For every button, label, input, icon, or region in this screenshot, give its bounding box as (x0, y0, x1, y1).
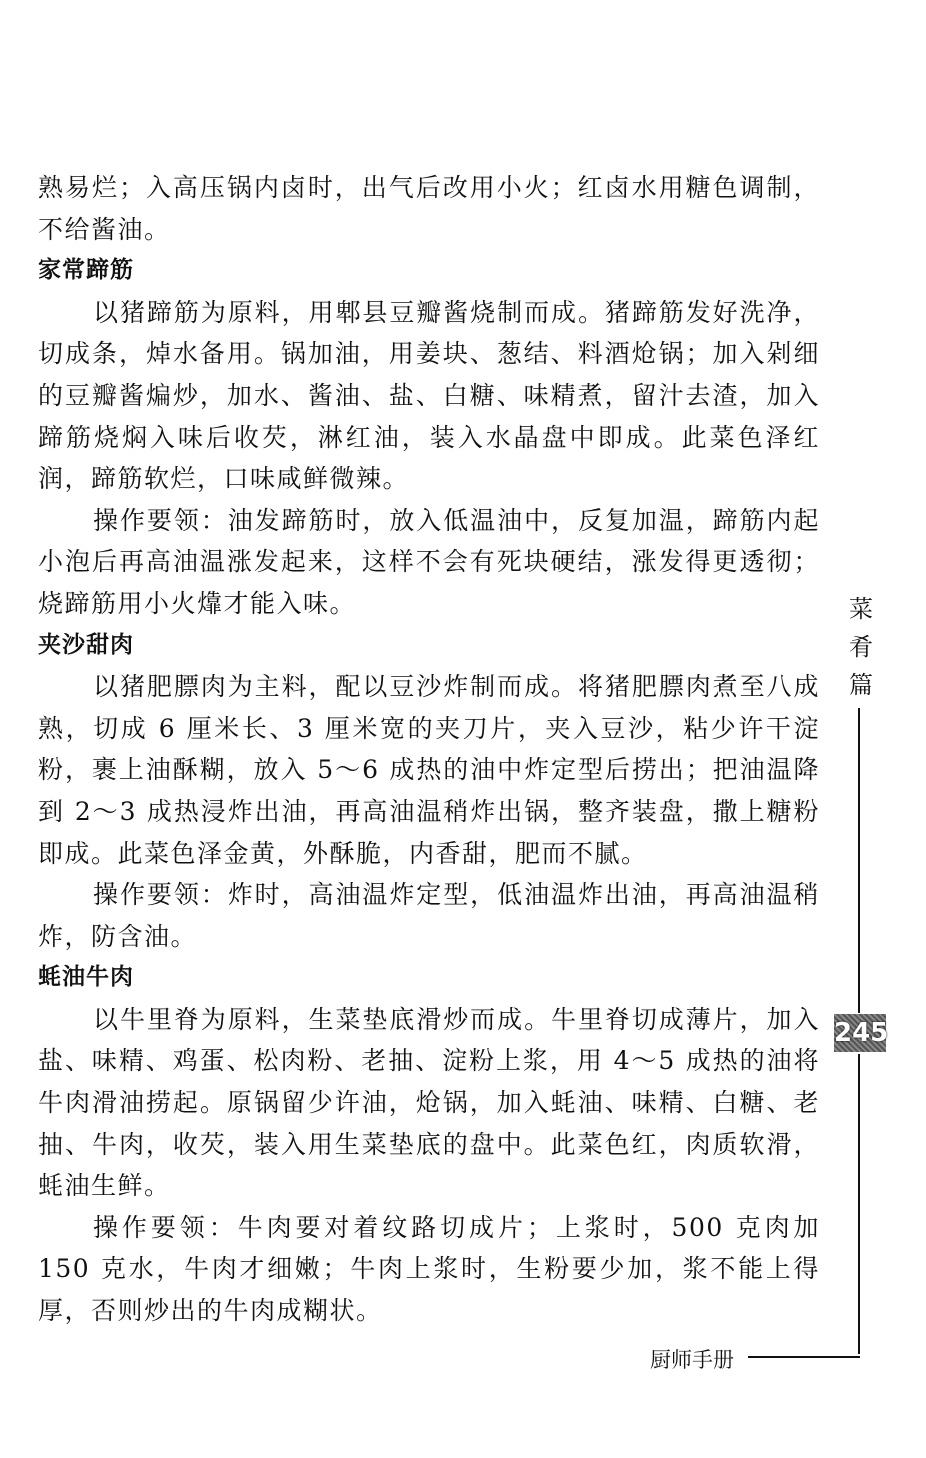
recipe-description: 以牛里脊为原料，生菜垫底滑炒而成。牛里脊切成薄片，加入盐、味精、鸡蛋、松肉粉、老抽、淀粉上浆，用 4～5 成热的油将牛肉滑油捞起。原锅留少许油，炝锅，加入蚝油、味精、白糖、老抽、牛肉，收芡，装入用生菜垫底的盘中。此菜色红，肉质软滑，蚝油生鲜。 (38, 1004, 820, 1201)
recipe-title-jiasha-tianrou: 夹沙甜肉 (38, 631, 134, 658)
paragraph-continuation: 熟易烂；入高压锅内卤时，出气后改用小火；红卤水用糖色调制，不给酱油。 (38, 173, 820, 244)
recipe-title-haoyou-niurou: 蚝油牛肉 (38, 964, 134, 991)
recipe-title-jiachang-tijin: 家常蹄筋 (38, 257, 134, 284)
section-char: 篇 (849, 671, 873, 699)
recipe-tips: 操作要领：牛肉要对着纹路切成片；上浆时，500 克肉加 150 克水，牛肉才细嫩；牛肉上浆时，生粉要少加，浆不能上得厚，否则炒出的牛肉成糊状。 (38, 1212, 820, 1326)
recipe-tips: 操作要领：炸时，高油温炸定型，低油温炸出油，再高油温稍炸，防含油。 (38, 880, 820, 951)
footer-book-title: 厨师手册 (650, 1348, 734, 1372)
page-body (38, 167, 820, 1332)
recipe-description: 以猪肥膘肉为主料，配以豆沙炸制而成。将猪肥膘肉煮至八成熟，切成 6 厘米长、3 厘米宽的夹刀片，夹入豆沙，粘少许干淀粉，裹上油酥糊，放入 5～6 成热的油中炸定型后捞出；把油温降到 2～3 成热浸炸出油，再高油温稍炸出锅，整齐装盘，撒上糖粉即成。此菜色泽金黄，外酥脆，内香甜，肥而不腻。 (38, 672, 820, 868)
page-number: 245 (834, 1014, 886, 1052)
margin-rule-lower (858, 1054, 860, 1354)
footer-rule (748, 1356, 860, 1358)
recipe-tips: 操作要领：油发蹄筋时，放入低温油中，反复加温，蹄筋内起小泡后再高油温涨发起来，这样不会有死块硬结，涨发得更透彻；烧蹄筋用小火㸆才能入味。 (38, 505, 820, 618)
section-label (846, 590, 876, 704)
recipe-description: 以猪蹄筋为原料，用郫县豆瓣酱烧制而成。猪蹄筋发好洗净，切成条，焯水备用。锅加油，用姜块、葱结、料酒炝锅；加入剁细的豆瓣酱煸炒，加水、酱油、盐、白糖、味精煮，留汁去渣，加入蹄筋烧焖入味后收芡，淋红油，装入水晶盘中即成。此菜色泽红润，蹄筋软烂，口味咸鲜微辣。 (38, 297, 820, 494)
section-char: 菜 (849, 595, 873, 623)
margin-rule-upper (858, 708, 860, 1013)
section-char: 肴 (849, 633, 873, 661)
